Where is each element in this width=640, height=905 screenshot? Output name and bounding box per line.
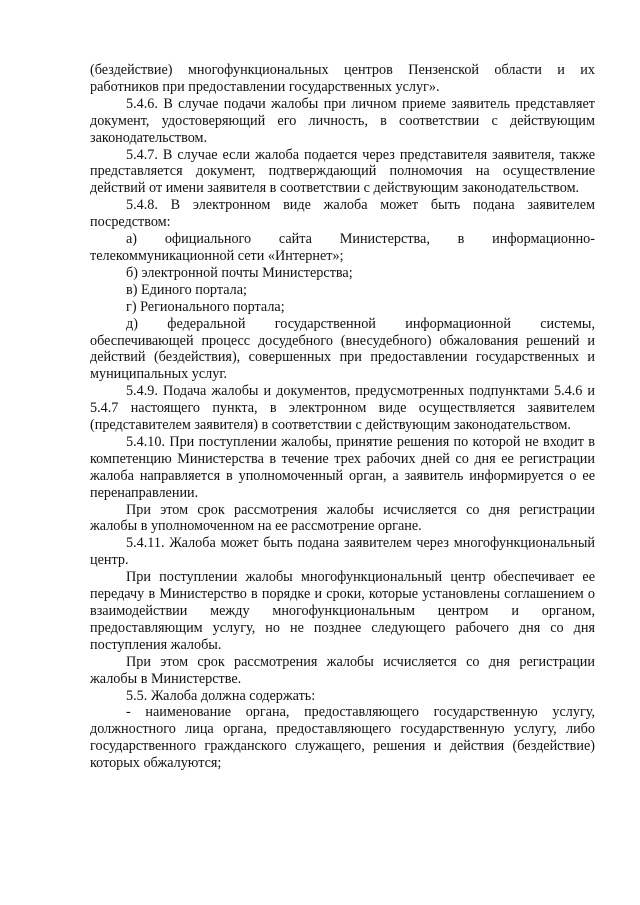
- paragraph-5-4-6: 5.4.6. В случае подачи жалобы при личном приеме заявитель представляет документ, удостоверяющий его личность, в соответствии с действующим законодательством.: [90, 95, 595, 146]
- paragraph-5-4-8: 5.4.8. В электронном виде жалоба может быть подана заявителем посредством:: [90, 197, 595, 231]
- paragraph-5-5: 5.5. Жалоба должна содержать:: [126, 687, 316, 704]
- paragraph-review-term-1: При этом срок рассмотрения жалобы исчисляется со дня регистрации жалобы в уполномоченном на ее рассмотрение органе.: [90, 501, 595, 535]
- list-item-b: б) электронной почты Министерства;: [126, 264, 353, 281]
- list-item-g: г) Регионального портала;: [126, 298, 285, 315]
- list-item-a: а) официального сайта Министерства, в информационно-телекоммуникационной сети «Интернет»;: [90, 231, 595, 264]
- paragraph-5-4-10: 5.4.10. При поступлении жалобы, принятие решения по которой не входит в компетенцию Министерства в течение трех рабочих дней со дня ее регистрации жалоба направляется в уполномоченный орган, а заявитель информируется о ее перенаправлении.: [90, 433, 595, 501]
- paragraph-5-4-7: 5.4.7. В случае если жалоба подается через представителя заявителя, также представляется документ, подтверждающий полномочия на осуществление действий от имени заявителя в соответствии с действующим законодательством.: [90, 146, 595, 197]
- document-page: [90, 62, 595, 772]
- paragraph-5-4-11: 5.4.11. Жалоба может быть подана заявителем через многофункциональный центр.: [90, 535, 595, 569]
- list-item-dash-1: - наименование органа, предоставляющего государственную услугу, должностного лица органа, предоставляющего государственную услугу, либо государственного гражданского служащего, решения и действия (бездействие) которых обжалуются;: [90, 704, 595, 772]
- paragraph-review-term-2: При этом срок рассмотрения жалобы исчисляется со дня регистрации жалобы в Министерстве.: [90, 653, 595, 687]
- list-item-v: в) Единого портала;: [126, 281, 247, 298]
- paragraph-continuation: (бездействие) многофункциональных центров Пензенской области и их работников при предоставлении государственных услуг».: [90, 62, 595, 95]
- paragraph-mfc-transfer: При поступлении жалобы многофункциональный центр обеспечивает ее передачу в Министерство в порядке и сроки, которые установлены соглашением о взаимодействии между многофункциональным центром и органом, предоставляющим услугу, но не позднее следующего рабочего дня со дня поступления жалобы.: [90, 569, 595, 653]
- paragraph-5-4-9: 5.4.9. Подача жалобы и документов, предусмотренных подпунктами 5.4.6 и 5.4.7 настоящего пункта, в электронном виде осуществляется заявителем (представителем заявителя) в соответствии с действующим законодательством.: [90, 383, 595, 434]
- list-item-d: д) федеральной государственной информационной системы, обеспечивающей процесс досудебного (внесудебного) обжалования решений и действий (бездействия), совершенных при предоставлении государственных и муниципальных услуг.: [90, 315, 595, 383]
